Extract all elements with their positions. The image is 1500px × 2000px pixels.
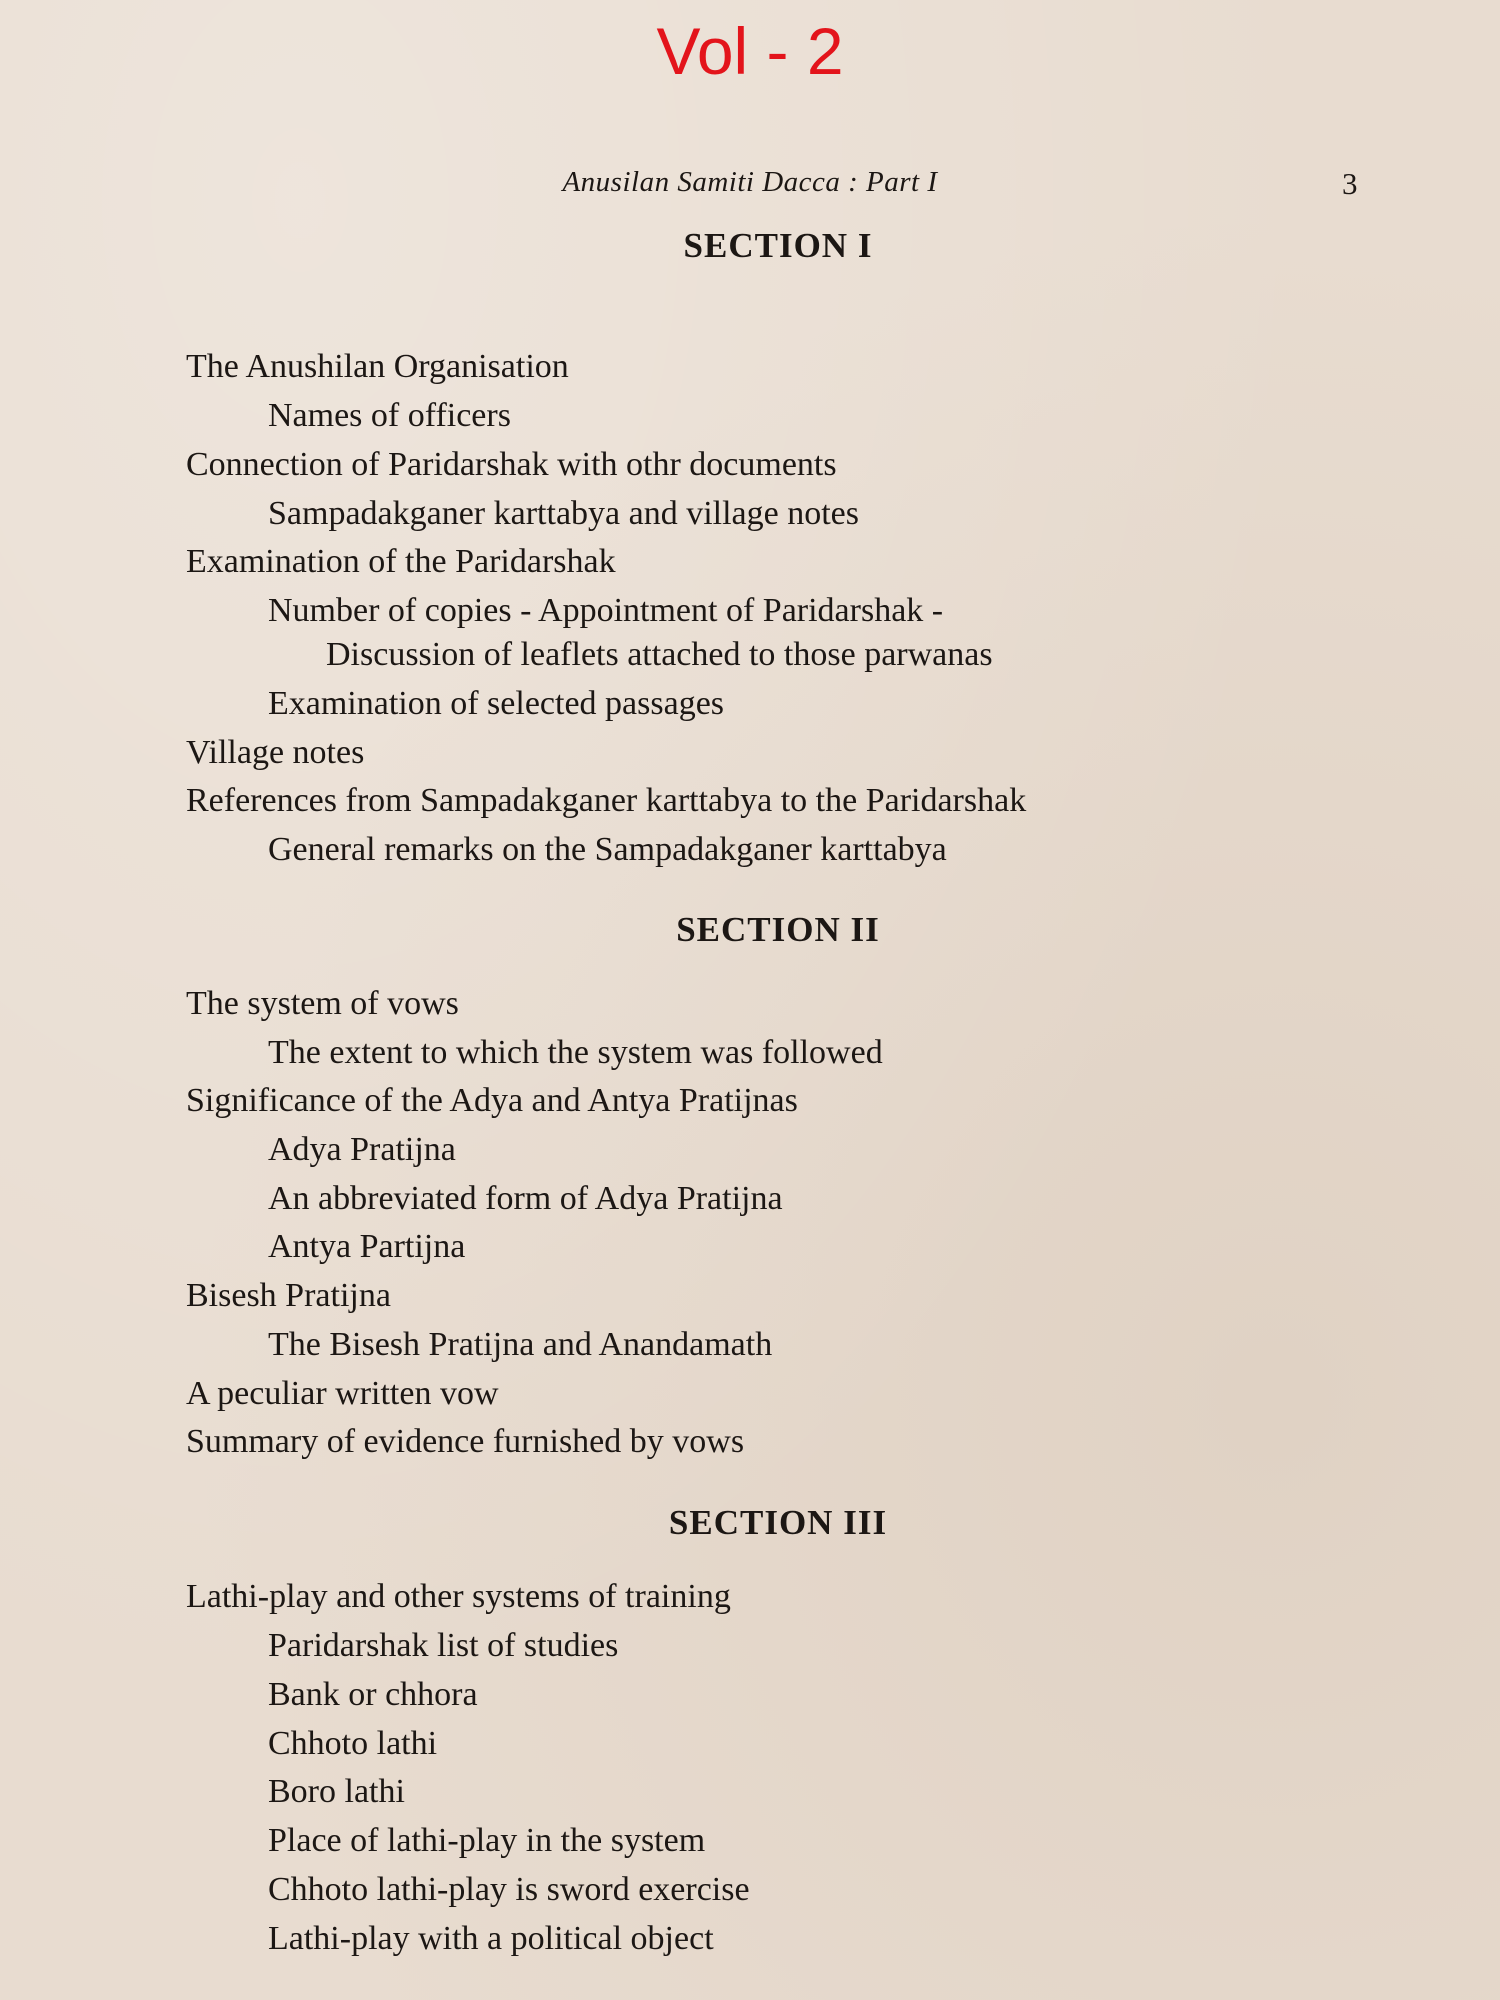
section-heading-3: SECTION III — [668, 1503, 888, 1542]
toc-entry: Paridarshak list of studies — [268, 1627, 619, 1664]
toc-entry: Place of lathi-play in the system — [268, 1822, 706, 1859]
toc-entry: Significance of the Adya and Antya Pratijnas — [186, 1082, 798, 1119]
toc-entry: Chhoto lathi — [268, 1725, 438, 1762]
toc-entry: Lathi-play with a political object — [268, 1920, 714, 1957]
toc-entry: References from Sampadakganer karttabya to the Paridarshak — [186, 782, 1027, 819]
toc-entry: The Bisesh Pratijna and Anandamath — [268, 1326, 773, 1363]
toc-entry: The system of vows — [186, 985, 459, 1022]
toc-entry: Number of copies - Appointment of Paridarshak - — [268, 592, 944, 629]
toc-entry: Discussion of leaflets attached to those parwanas — [326, 636, 993, 673]
toc-entry: General remarks on the Sampadakganer karttabya — [268, 831, 947, 868]
toc-entry: Summary of evidence furnished by vows — [186, 1423, 745, 1460]
running-title: Anusilan Samiti Dacca : Part I — [562, 166, 938, 198]
section-heading-1: SECTION I — [683, 226, 873, 265]
toc-entry: Names of officers — [268, 397, 511, 434]
page-number: 3 — [1342, 166, 1358, 201]
toc-entry: Boro lathi — [268, 1773, 405, 1810]
toc-entry: The Anushilan Organisation — [186, 348, 569, 385]
volume-label: Vol - 2 — [656, 14, 844, 88]
toc-entry: Bisesh Pratijna — [186, 1277, 391, 1314]
toc-entry: Examination of the Paridarshak — [186, 543, 616, 580]
toc-entry: Connection of Paridarshak with othr documents — [186, 446, 837, 483]
section-heading-2: SECTION II — [676, 910, 880, 949]
toc-entry: The extent to which the system was followed — [268, 1034, 883, 1071]
toc-entry: Examination of selected passages — [268, 685, 725, 722]
toc-entry: A peculiar written vow — [186, 1375, 499, 1412]
toc-entry: Antya Partijna — [268, 1228, 466, 1265]
toc-entry: Village notes — [186, 734, 365, 771]
toc-entry: Chhoto lathi-play is sword exercise — [268, 1871, 750, 1908]
toc-entry: Adya Pratijna — [268, 1131, 456, 1168]
toc-entry: Sampadakganer karttabya and village notes — [268, 495, 859, 532]
toc-entry: An abbreviated form of Adya Pratijna — [268, 1180, 783, 1217]
toc-entry: Lathi-play and other systems of training — [186, 1578, 731, 1615]
toc-entry: Bank or chhora — [268, 1676, 478, 1713]
